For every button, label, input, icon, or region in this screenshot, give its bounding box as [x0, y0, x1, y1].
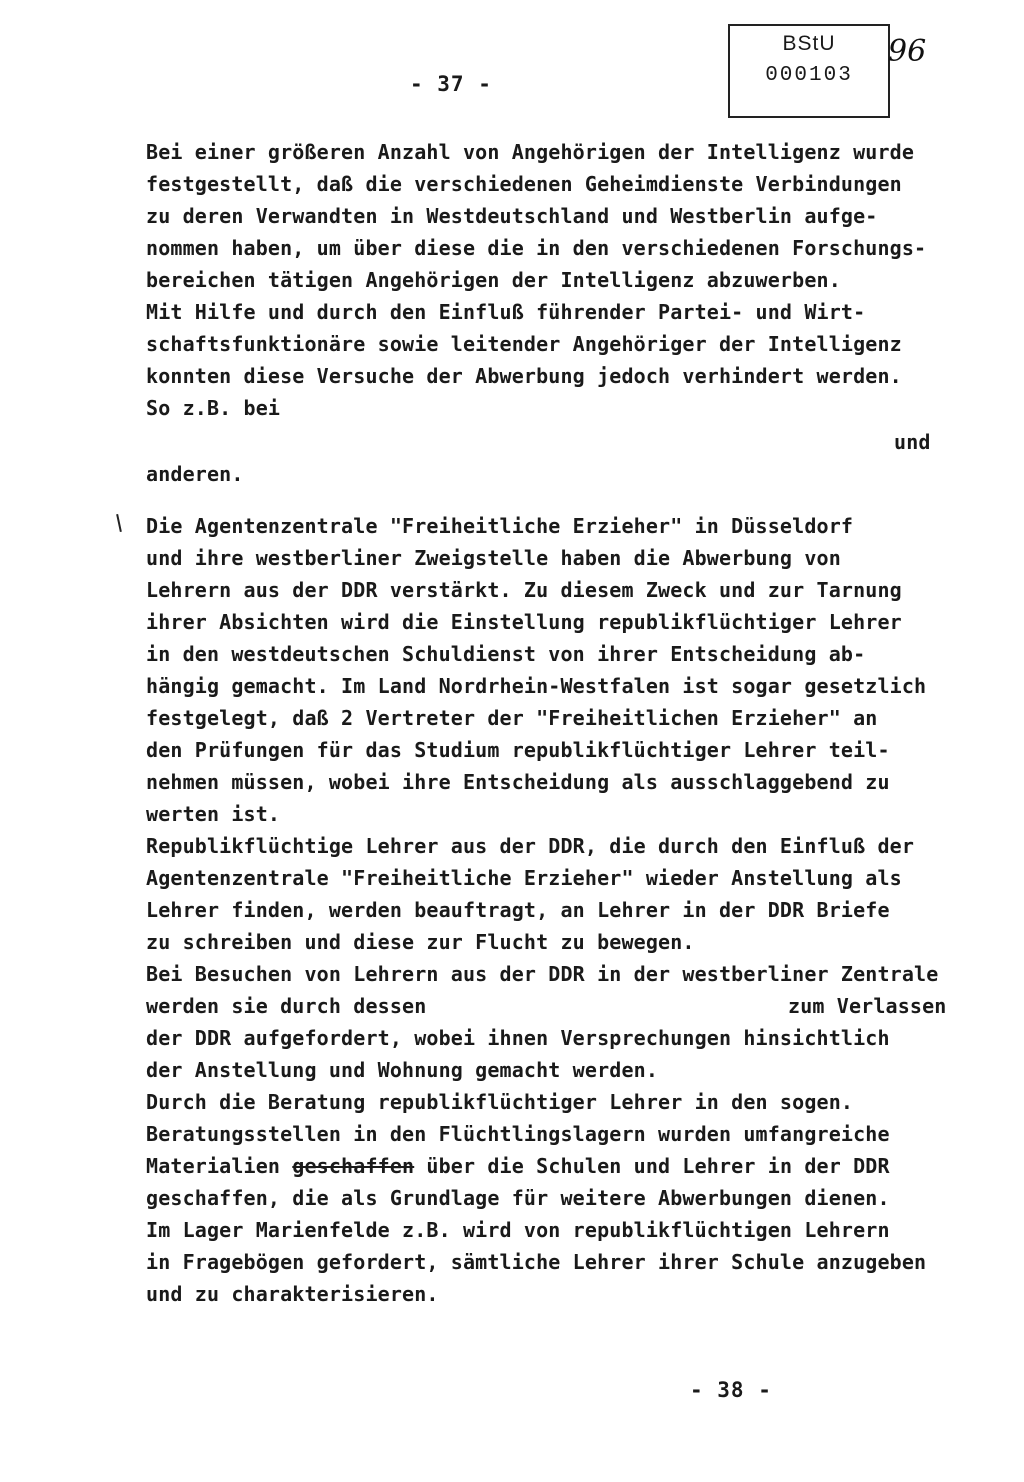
text-line: nehmen müssen, wobei ihre Entscheidung als ausschlaggebend zu [146, 770, 890, 794]
text-line: in Fragebögen gefordert, sämtliche Lehrer ihrer Schule anzugeben [146, 1250, 927, 1274]
text-line: nommen haben, um über diese die in den verschiedenen Forschungs- [146, 236, 927, 260]
text-line: Im Lager Marienfelde z.B. wird von republikflüchtigen Lehrern [146, 1218, 890, 1242]
struck-word: geschaffen [292, 1154, 415, 1178]
text-line: Bei einer größeren Anzahl von Angehörigen der Intelligenz wurde [146, 140, 915, 164]
text-line: und zu charakterisieren. [146, 1282, 439, 1306]
text-line: werten ist. [146, 802, 281, 826]
text-line: Beratungsstellen in den Flüchtlingslagern wurden umfangreiche [146, 1122, 890, 1146]
text-line: und ihre westberliner Zweigstelle haben die Abwerbung von [146, 546, 841, 570]
text-line: werden sie durch dessen [146, 994, 427, 1018]
archive-stamp [728, 24, 890, 118]
text-line: bereichen tätigen Angehörigen der Intelligenz abzuwerben. [146, 268, 841, 292]
text-line: Mit Hilfe und durch den Einfluß führender Partei- und Wirt- [146, 300, 866, 324]
text-line: der Anstellung und Wohnung gemacht werden. [146, 1058, 659, 1082]
text-line: festgelegt, daß 2 Vertreter der "Freiheitlichen Erzieher" an [146, 706, 878, 730]
text-line: in den westdeutschen Schuldienst von ihrer Entscheidung ab- [146, 642, 866, 666]
text-line: konnten diese Versuche der Abwerbung jedoch verhindert werden. [146, 364, 902, 388]
text-line: Agentenzentrale "Freiheitliche Erzieher" wieder Anstellung als [146, 866, 902, 890]
text-line-zum-verlassen: zum Verlassen [788, 994, 947, 1018]
stamp-org: BStU [782, 32, 836, 55]
text-line: schaftsfunktionäre sowie leitender Angehöriger der Intelligenz [146, 332, 902, 356]
text-line: So z.B. bei [146, 396, 281, 420]
text-line-materialien [146, 1156, 890, 1176]
text-line: festgestellt, daß die verschiedenen Geheimdienste Verbindungen [146, 172, 902, 196]
text-line-und: und [894, 430, 931, 454]
text-line: Bei Besuchen von Lehrern aus der DDR in der westberliner Zentrale [146, 962, 939, 986]
margin-mark [116, 514, 122, 532]
page-number-bottom: - 38 - [690, 1378, 772, 1402]
page-number-top: - 37 - [410, 72, 492, 96]
text-segment: über die Schulen und Lehrer in der DDR [414, 1154, 890, 1178]
text-line: den Prüfungen für das Studium republikflüchtiger Lehrer teil- [146, 738, 890, 762]
text-line: ihrer Absichten wird die Einstellung republikflüchtiger Lehrer [146, 610, 902, 634]
text-line: Durch die Beratung republikflüchtiger Lehrer in den sogen. [146, 1090, 854, 1114]
text-segment: Materialien [146, 1154, 293, 1178]
text-line: Republikflüchtige Lehrer aus der DDR, die durch den Einfluß der [146, 834, 915, 858]
text-line: Lehrern aus der DDR verstärkt. Zu diesem Zweck und zur Tarnung [146, 578, 902, 602]
text-line: Die Agentenzentrale "Freiheitliche Erzieher" in Düsseldorf [146, 514, 854, 538]
text-line: zu schreiben und diese zur Flucht zu bewegen. [146, 930, 695, 954]
folio-number: 96 [888, 34, 927, 69]
text-line: zu deren Verwandten in Westdeutschland und Westberlin aufge- [146, 204, 878, 228]
text-line: Lehrer finden, werden beauftragt, an Lehrer in der DDR Briefe [146, 898, 890, 922]
text-line: geschaffen, die als Grundlage für weitere Abwerbungen dienen. [146, 1186, 890, 1210]
text-line-anderen: anderen. [146, 462, 244, 486]
text-line: der DDR aufgefordert, wobei ihnen Versprechungen hinsichtlich [146, 1026, 890, 1050]
stamp-number: 000103 [765, 64, 853, 87]
text-line: hängig gemacht. Im Land Nordrhein-Westfalen ist sogar gesetzlich [146, 674, 927, 698]
